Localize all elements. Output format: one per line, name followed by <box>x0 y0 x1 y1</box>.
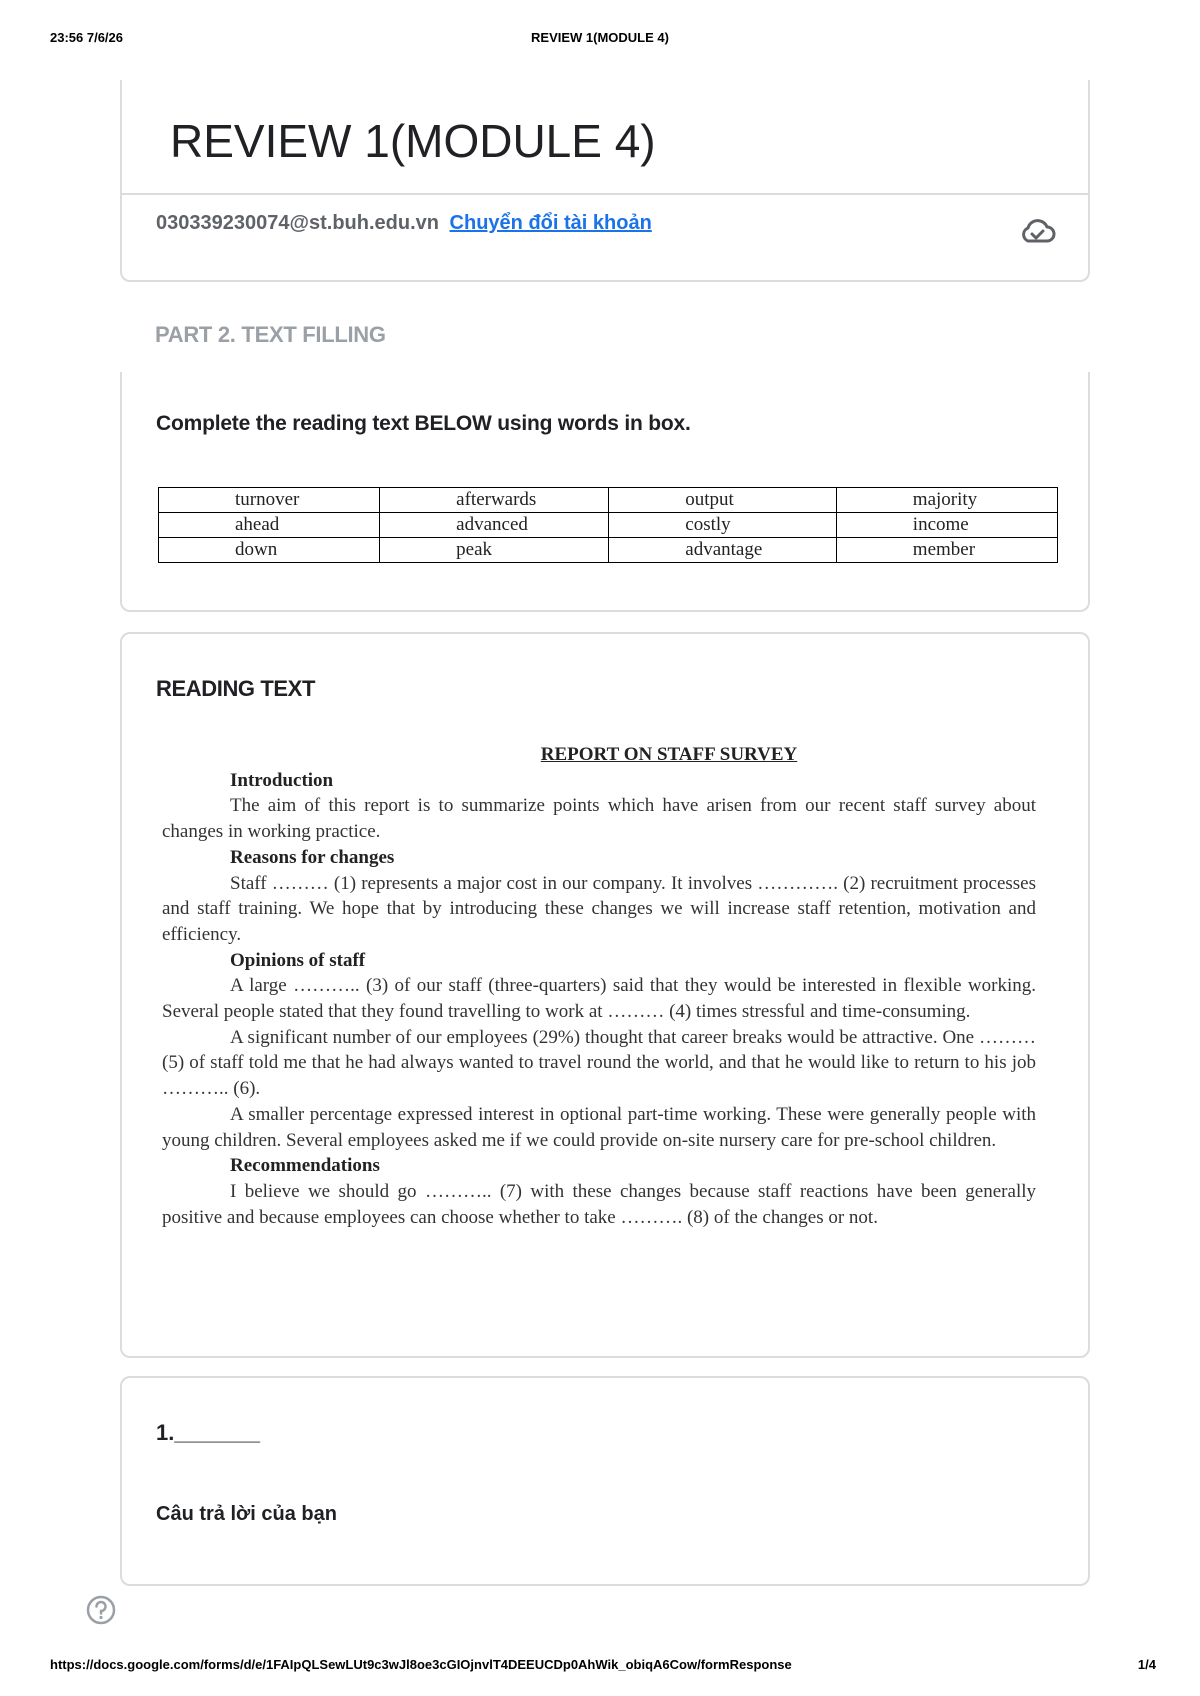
account-email: 030339230074@st.buh.edu.vn <box>156 212 439 234</box>
word-box-cell: advantage <box>609 538 837 563</box>
print-title: REVIEW 1(MODULE 4) <box>531 30 669 45</box>
answer-input[interactable] <box>156 1503 1056 1535</box>
report-title: REPORT ON STAFF SURVEY <box>540 744 798 765</box>
report-body <box>162 768 1036 1231</box>
divider <box>122 193 1088 195</box>
report <box>162 742 1036 1230</box>
word-box-cell: costly <box>609 513 837 538</box>
print-page-number: 1/4 <box>1137 1657 1156 1672</box>
word-box-cell: advanced <box>380 513 609 538</box>
instruction-card <box>120 372 1090 612</box>
report-heading: Opinions of staff <box>230 949 366 971</box>
report-paragraph: I believe we should go ……….. (7) with these changes because staff reactions have been generally positive and because employees can choose whether to take ………. (8) of the changes or not. <box>162 1180 1036 1228</box>
report-paragraph: The aim of this report is to summarize points which have arisen from our recent staff survey about changes in working practice. <box>162 795 1036 843</box>
report-paragraph: A large ……….. (3) of our staff (three-quarters) said that they would be interested in flexible working. Several people stated that they found travelling to work at ……… (4) times stressful and time-consuming. <box>162 975 1036 1023</box>
form-title: REVIEW 1(MODULE 4) <box>170 115 656 167</box>
word-box-cell: member <box>836 538 1057 563</box>
word-box-table <box>158 487 1058 563</box>
word-box-cell: ahead <box>159 513 380 538</box>
question-title: 1._______ <box>156 1420 260 1445</box>
word-box-cell: down <box>159 538 380 563</box>
word-box-cell: turnover <box>159 488 380 513</box>
word-box-row <box>159 488 1058 513</box>
report-heading: Reasons for changes <box>230 846 395 868</box>
print-footer <box>0 1657 1200 1677</box>
report-paragraph: Staff ……… (1) represents a major cost in our company. It involves …………. (2) recruitment processes and staff training. We hope that by introducing these changes we will increase staff retention, motivation and efficiency. <box>162 872 1036 945</box>
word-box-cell: income <box>836 513 1057 538</box>
word-box-cell: afterwards <box>380 488 609 513</box>
report-paragraph: A smaller percentage expressed interest in optional part-time working. These were generally people with young children. Several employees asked me if we could provide on-site nursery care for pre-school children. <box>162 1103 1036 1151</box>
word-box-row <box>159 538 1058 563</box>
report-heading: Recommendations <box>230 1155 380 1177</box>
switch-account-link[interactable]: Chuyển đổi tài khoản <box>449 212 652 234</box>
word-box-row <box>159 513 1058 538</box>
word-box-cell: majority <box>836 488 1057 513</box>
account-row <box>156 212 652 235</box>
help-icon[interactable] <box>85 1594 117 1626</box>
cloud-saved-icon <box>1018 216 1056 246</box>
report-heading: Introduction <box>230 769 334 791</box>
instruction-text: Complete the reading text BELOW using words in box. <box>156 412 691 435</box>
question-card <box>120 1376 1090 1586</box>
print-timestamp: 23:56 7/6/26 <box>50 30 124 45</box>
word-box-cell: output <box>609 488 837 513</box>
print-header <box>0 30 1200 50</box>
section-title: PART 2. TEXT FILLING <box>155 322 386 347</box>
reading-card <box>120 632 1090 1358</box>
reading-label: READING TEXT <box>156 676 315 701</box>
form-header-card <box>120 80 1090 282</box>
answer-placeholder: Câu trả lời của bạn <box>156 1503 337 1525</box>
print-url: https://docs.google.com/forms/d/e/1FAIpQLSewLUt9c3wJl8oe3cGIOjnvlT4DEEUCDp0AhWik_obiqA6Cow/formResponse <box>50 1657 792 1672</box>
report-paragraph: A significant number of our employees (29%) thought that career breaks would be attractive. One ……… (5) of staff told me that he had always wanted to travel round the world, and that he would like to return to his job ……….. (6). <box>162 1026 1036 1100</box>
word-box-cell: peak <box>380 538 609 563</box>
